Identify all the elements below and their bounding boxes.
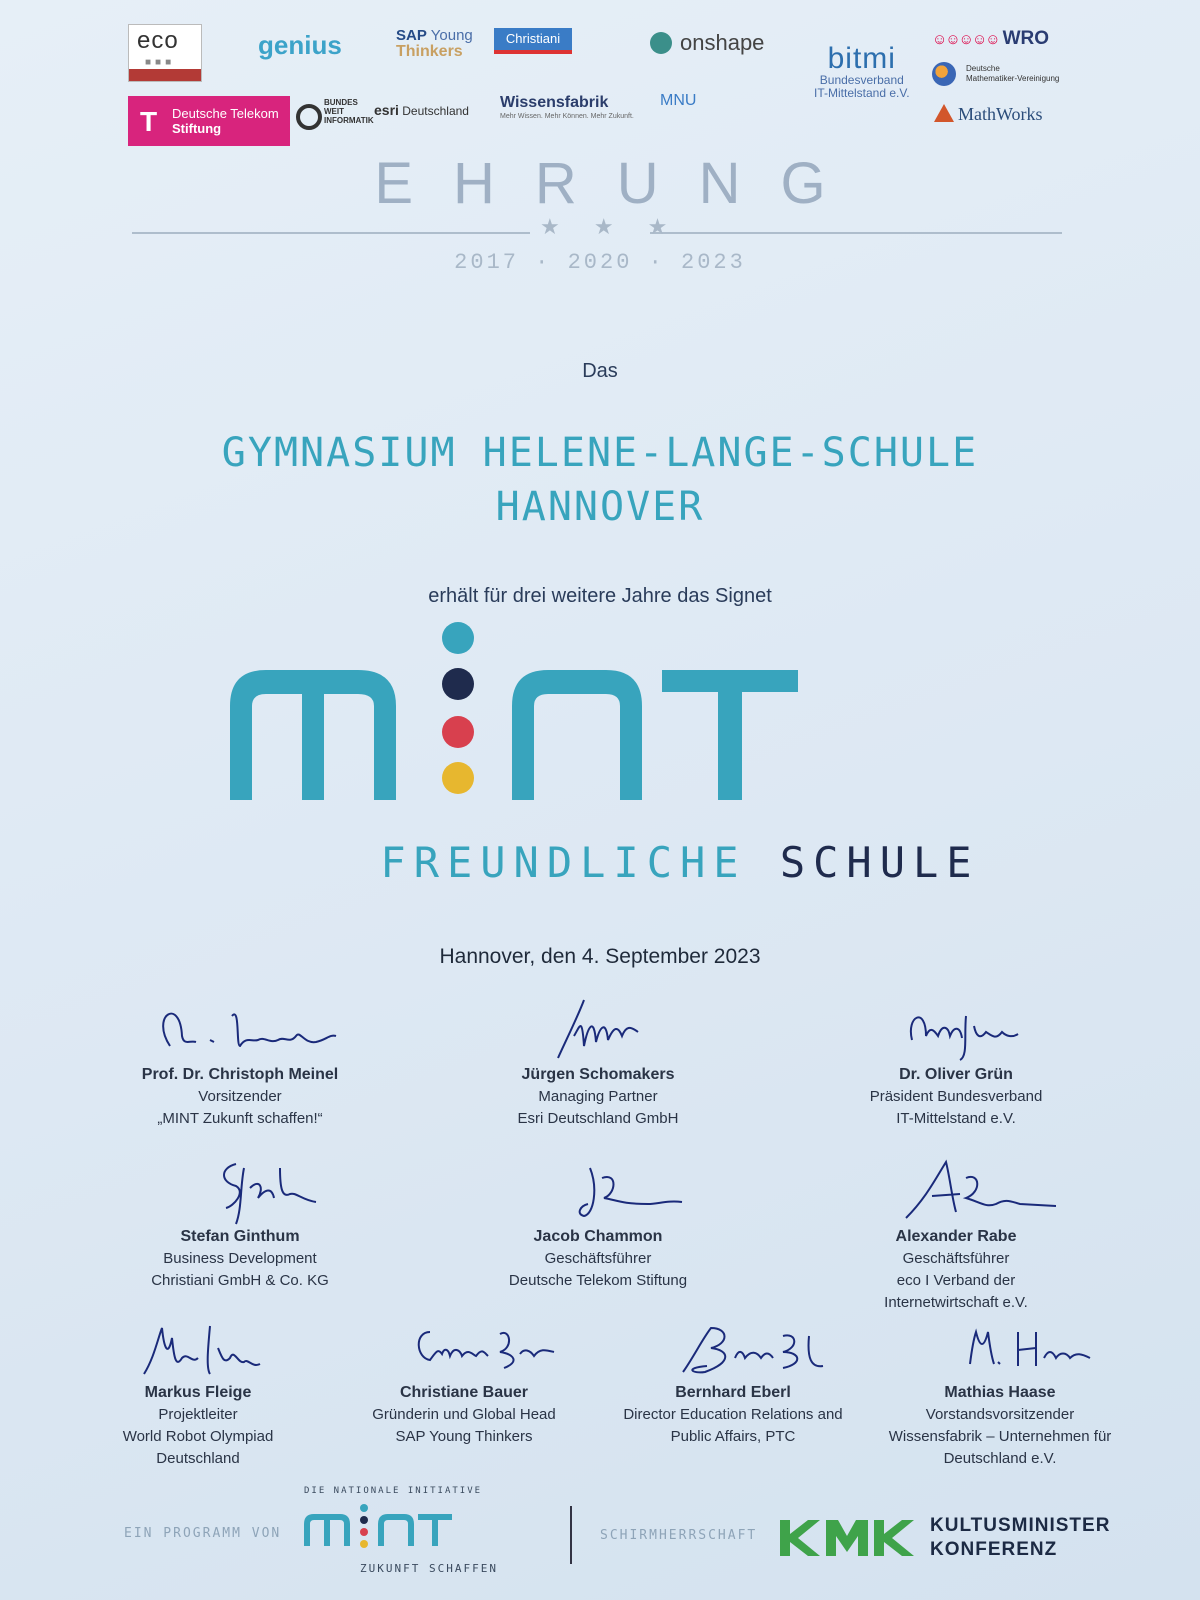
handwritten-signature	[900, 1318, 1100, 1382]
signer-name: Alexander Rabe	[895, 1228, 1017, 1245]
onshape-logo	[650, 30, 764, 56]
sap-young-thinkers-logo	[396, 28, 473, 60]
mathworks-icon	[934, 104, 954, 122]
signer-role: „MINT Zukunft schaffen!“	[157, 1110, 323, 1127]
dmv-logo	[932, 62, 1059, 84]
signer-name: Bernhard Eberl	[675, 1384, 791, 1401]
signer-role: Präsident Bundesverband	[869, 1088, 1043, 1105]
stars-icon: ★ ★ ★	[540, 214, 682, 239]
heading-rule-left	[132, 232, 530, 234]
signer-name: Stefan Ginthum	[180, 1228, 300, 1245]
signer-name: Dr. Oliver Grün	[899, 1066, 1013, 1083]
kmk-text-1: KULTUSMINISTER	[930, 1515, 1111, 1536]
eco-logo	[128, 24, 202, 82]
tagline-freundliche: FREUNDLICHE	[380, 838, 747, 887]
mint-dot-yellow	[442, 762, 474, 794]
signature-block	[806, 996, 1106, 1130]
footer-schirmherrschaft-label: SCHIRMHERRSCHAFT	[600, 1528, 758, 1543]
telekom-text-2: Stiftung	[172, 121, 222, 136]
mathworks-logo	[934, 104, 1043, 125]
wissensfabrik-logo	[500, 96, 634, 124]
signer-role: Geschäftsführer	[544, 1250, 652, 1267]
footer-program-label: EIN PROGRAMM VON	[124, 1526, 282, 1541]
bwi-text-3: INFORMATIK	[324, 116, 374, 125]
mnu-logo	[660, 92, 696, 110]
footer-mint-dot-teal	[360, 1504, 368, 1512]
signature-block	[90, 1158, 390, 1292]
signer-role: eco I Verband der	[896, 1272, 1016, 1289]
mint-tagline	[0, 838, 1200, 887]
handwritten-signature	[498, 1158, 698, 1226]
onshape-icon	[650, 32, 672, 54]
mathworks-text: MathWorks	[958, 104, 1043, 124]
signer-role: Gründerin und Global Head	[372, 1406, 556, 1423]
genius-logo	[258, 30, 342, 61]
handwritten-signature	[140, 1158, 340, 1226]
kmk-text-2: KONFERENZ	[930, 1539, 1058, 1560]
signer-role: Public Affairs, PTC	[670, 1428, 796, 1445]
bitmi-sub2: IT-Mittelstand e.V.	[814, 86, 910, 100]
signer-role: Internetwirtschaft e.V.	[884, 1294, 1028, 1311]
signer-role: Deutschland	[156, 1450, 240, 1467]
signature-block	[314, 1318, 614, 1448]
signature-block	[90, 996, 390, 1130]
wro-text: WRO	[1002, 28, 1050, 49]
signature-block	[850, 1318, 1150, 1470]
signer-role: Esri Deutschland GmbH	[517, 1110, 679, 1127]
ehrung-heading: EHRUNG	[374, 151, 866, 216]
footer-mint-t	[418, 1514, 452, 1546]
footer-mint-dot-navy	[360, 1516, 368, 1524]
mint-dot-navy	[442, 668, 474, 700]
wro-logo	[932, 28, 1049, 50]
bwi-text-2: WEIT	[324, 107, 344, 116]
eco-dots-icon: ■■■	[145, 57, 176, 68]
signer-role: Wissensfabrik – Unternehmen für	[888, 1428, 1112, 1445]
bwi-text-1: BUNDES	[324, 98, 358, 107]
footer-mint-m	[304, 1514, 350, 1546]
mnu-text: MNU	[660, 92, 697, 109]
footer-zukunft-schaffen: ZUKUNFT SCHAFFEN	[360, 1562, 498, 1575]
handwritten-signature	[856, 1158, 1056, 1226]
mint-zukunft-logo	[304, 1502, 454, 1558]
sap-text: SAP	[396, 27, 427, 44]
dmv-text-1: Deutsche	[966, 64, 1000, 73]
mint-dot-teal	[442, 622, 474, 654]
tagline-schule: SCHULE	[779, 838, 980, 887]
onshape-text: onshape	[680, 30, 765, 55]
intro-das: Das	[582, 360, 618, 382]
signer-role: Deutsche Telekom Stiftung	[508, 1272, 688, 1289]
people-icon: ☺☺☺☺☺	[932, 31, 999, 48]
mint-logo-t	[662, 670, 798, 800]
esri-deutschland-text: Deutschland	[402, 104, 469, 118]
signer-role: SAP Young Thinkers	[395, 1428, 533, 1445]
footer-mint-n	[378, 1514, 414, 1546]
signer-role: Vorstandsvorsitzender	[925, 1406, 1075, 1423]
heading-rule-right	[650, 232, 1062, 234]
school-name-line2: HANNOVER	[495, 484, 705, 530]
signature-block	[448, 996, 748, 1130]
bwi-icon	[296, 104, 322, 130]
sap-young-text: Young	[430, 27, 473, 44]
signer-name: Mathias Haase	[944, 1384, 1056, 1401]
dmv-text-2: Mathematiker-Vereinigung	[966, 74, 1060, 83]
signer-name: Jacob Chammon	[533, 1228, 663, 1245]
wissensfabrik-sub: Mehr Wissen. Mehr Können. Mehr Zukunft.	[500, 113, 634, 120]
sap-thinkers-text: Thinkers	[396, 43, 463, 60]
christiani-logo: Christiani	[494, 28, 572, 54]
signer-role: Christiani GmbH & Co. KG	[151, 1272, 329, 1289]
signer-role: Director Education Relations and	[623, 1406, 843, 1423]
wissensfabrik-text: Wissensfabrik	[500, 94, 609, 111]
signer-role: World Robot Olympiad	[122, 1428, 274, 1445]
eco-bar	[129, 69, 201, 81]
signer-name: Jürgen Schomakers	[521, 1066, 675, 1083]
mint-dot-red	[442, 716, 474, 748]
signer-role: Vorsitzender	[198, 1088, 282, 1105]
signer-name: Christiane Bauer	[399, 1384, 529, 1401]
genius-logo-text: genius	[258, 30, 342, 60]
signer-role: IT-Mittelstand e.V.	[896, 1110, 1016, 1127]
signature-block	[806, 1158, 1106, 1314]
handwritten-signature	[856, 996, 1056, 1064]
dmv-icon	[932, 62, 956, 86]
footer-divider	[570, 1506, 572, 1564]
mint-logo	[230, 620, 810, 820]
kmk-wordmark	[930, 1514, 1110, 1562]
mint-logo-m	[230, 670, 396, 800]
signer-role: Business Development	[163, 1250, 317, 1267]
telekom-text-1: Deutsche Telekom	[172, 106, 279, 121]
signer-role: Managing Partner	[538, 1088, 658, 1105]
signature-block	[583, 1318, 883, 1448]
honor-years: 2017 · 2020 · 2023	[454, 250, 746, 275]
signer-role: Deutschland e.V.	[943, 1450, 1057, 1467]
handwritten-signature	[633, 1318, 833, 1382]
receives-text: erhält für drei weitere Jahre das Signet	[428, 585, 772, 607]
handwritten-signature	[98, 1318, 298, 1382]
signer-name: Markus Fleige	[144, 1384, 252, 1401]
bitmi-sub1: Bundesverband	[819, 73, 904, 87]
signer-name: Prof. Dr. Christoph Meinel	[141, 1066, 339, 1083]
handwritten-signature	[498, 996, 698, 1064]
esri-logo	[374, 102, 469, 118]
telekom-stiftung-logo	[128, 96, 290, 146]
telekom-t-icon: T	[140, 106, 158, 137]
bitmi-logo	[814, 44, 910, 100]
signer-role: Projektleiter	[158, 1406, 238, 1423]
place-and-date: Hannover, den 4. September 2023	[439, 945, 761, 968]
signer-role: Geschäftsführer	[902, 1250, 1010, 1267]
footer-national-initiative: DIE NATIONALE INITIATIVE	[304, 1486, 483, 1496]
bundesweit-informatik-logo	[296, 98, 374, 125]
esri-text: esri	[374, 102, 399, 118]
kmk-k2	[874, 1520, 914, 1556]
eco-logo-text: eco	[137, 27, 179, 54]
kmk-m	[826, 1520, 868, 1556]
bitmi-text: bitmi	[827, 42, 896, 75]
signature-block	[48, 1318, 348, 1470]
kmk-logo-icon	[780, 1518, 914, 1558]
footer-mint-dot-yellow	[360, 1540, 368, 1548]
handwritten-signature	[364, 1318, 564, 1382]
kmk-k1	[780, 1520, 820, 1556]
footer-mint-dot-red	[360, 1528, 368, 1536]
mint-logo-n	[512, 670, 642, 800]
signature-block	[448, 1158, 748, 1292]
school-name-line1: GYMNASIUM HELENE-LANGE-SCHULE	[221, 430, 979, 476]
handwritten-signature	[140, 996, 340, 1064]
